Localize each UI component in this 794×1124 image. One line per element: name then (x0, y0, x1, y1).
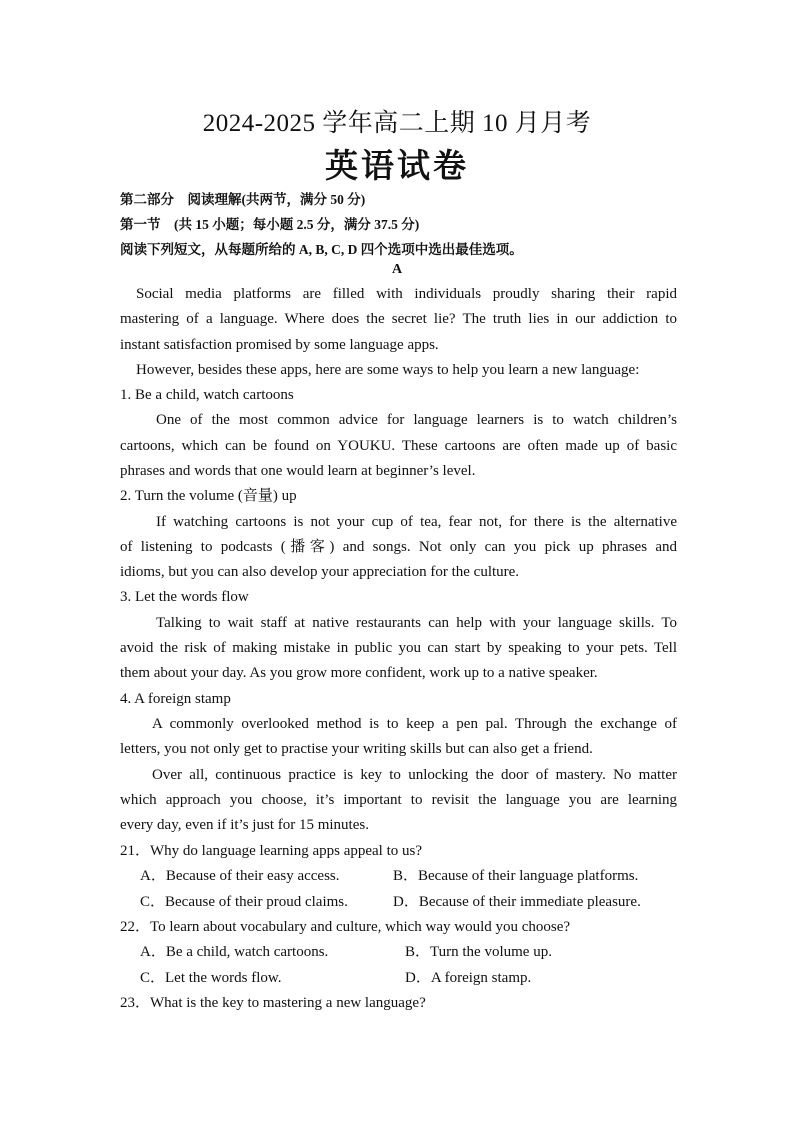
subheading: 3. Let the words flow (120, 589, 249, 605)
passage-label: A (391, 262, 403, 277)
question-stem: 23．What is the key to mastering a new language? (120, 995, 426, 1011)
passage-line: If watching cartoons is not your cup of tea, fear not, for there is the alternative (156, 514, 677, 530)
passage-line: Over all, continuous practice is key to unlocking the door of mastery. No matter (152, 767, 677, 783)
passage-line: which approach you choose, it’s important to revisit the language you are learning (120, 792, 677, 808)
option-b: B．Turn the volume up. (405, 944, 552, 960)
passage-line: avoid the risk of making mistake in public you can start by speaking to your pets. Tell (120, 640, 677, 656)
passage-line: cartoons, which can be found on YOUKU. These cartoons are often made up of basic (120, 438, 677, 454)
passage-line: of listening to podcasts (播客) and songs. Not only can you pick up phrases and (120, 539, 677, 555)
passage-line: idioms, but you can also develop your appreciation for the culture. (120, 564, 520, 580)
passage-line: Talking to wait staff at native restaurants can help with your language skills. To (156, 615, 677, 631)
passage-line: phrases and words that one would learn at beginner’s level. (120, 463, 476, 479)
passage-line: A commonly overlooked method is to keep a pen pal. Through the exchange of (152, 716, 677, 732)
passage-line: Social media platforms are filled with individuals proudly sharing their rapid (136, 286, 677, 302)
option-a: A．Be a child, watch cartoons. (140, 944, 329, 960)
directions: 阅读下列短文，从每题所给的 A, B, C, D 四个选项中选出最佳选项。 (120, 242, 523, 257)
option-c: C．Because of their proud claims. (140, 894, 348, 910)
option-a: A．Because of their easy access. (140, 868, 340, 884)
passage-line: However, besides these apps, here are some ways to help you learn a new language: (136, 362, 640, 378)
section-heading: 第一节 (共 15 小题；每小题 2.5 分，满分 37.5 分) (120, 217, 420, 232)
subheading: 4. A foreign stamp (120, 691, 231, 707)
passage-line: One of the most common advice for language learners is to watch children’s (156, 412, 677, 428)
option-c: C．Let the words flow. (140, 970, 282, 986)
subheading: 2. Turn the volume (音量) up (120, 488, 297, 504)
part-heading: 第二部分 阅读理解(共两节，满分 50 分) (120, 192, 366, 207)
question-stem: 22．To learn about vocabulary and culture, which way would you choose? (120, 919, 571, 935)
passage-line: mastering of a language. Where does the secret lie? The truth lies in our addiction to (120, 311, 677, 327)
option-d: D．A foreign stamp. (405, 970, 532, 986)
question-stem: 21．Why do language learning apps appeal to us? (120, 843, 422, 859)
subheading: 1. Be a child, watch cartoons (120, 387, 294, 403)
passage-line: instant satisfaction promised by some language apps. (120, 337, 439, 353)
option-d: D．Because of their immediate pleasure. (393, 894, 641, 910)
exam-subject: 英语试卷 (325, 149, 469, 185)
passage-line: letters, you not only get to practise your writing skills but can also get a friend. (120, 741, 593, 757)
option-b: B．Because of their language platforms. (393, 868, 639, 884)
passage-line: them about your day. As you grow more confident, work up to a native speaker. (120, 665, 598, 681)
exam-title: 2024-2025 学年高二上期 10 月月考 (202, 110, 592, 137)
passage-line: every day, even if it’s just for 15 minutes. (120, 817, 369, 833)
